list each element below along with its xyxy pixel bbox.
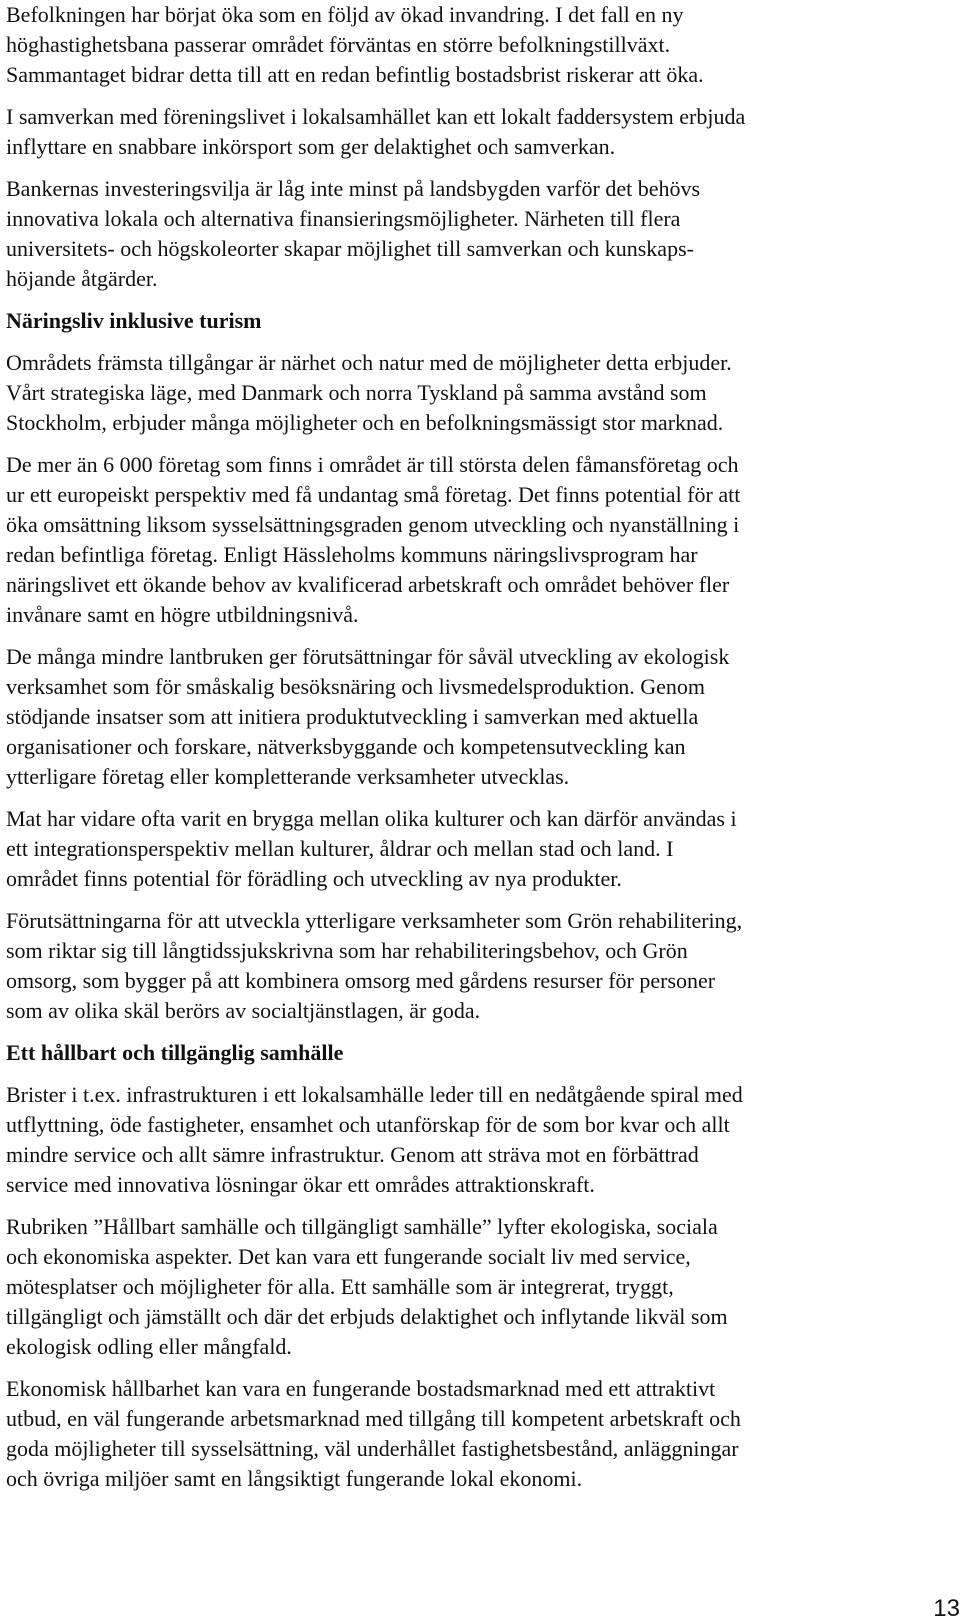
paragraph (6, 1212, 906, 1362)
text-line: området finns potential för förädling och utveckling av nya produkter. (6, 866, 622, 891)
page-number: 13 (933, 1595, 960, 1622)
text-line: Befolkningen har börjat öka som en följd av ökad invandring. I det fall en ny (6, 2, 684, 27)
text-line: utbud, en väl fungerande arbetsmarknad med tillgång till kompetent arbetskraft och (6, 1406, 741, 1431)
text-line: Områdets främsta tillgångar är närhet och natur med de möjligheter detta erbjuder. (6, 350, 732, 375)
text-line: mindre service och allt sämre infrastruktur. Genom att sträva mot en förbättrad (6, 1142, 699, 1167)
text-line: De mer än 6 000 företag som finns i området är till största delen fåmansföretag och (6, 452, 739, 477)
text-line: höghastighetsbana passerar området förväntas en större befolkningstillväxt. (6, 32, 671, 57)
text-line: Bankernas investeringsvilja är låg inte minst på landsbygden varför det behövs (6, 176, 701, 201)
text-line: Ekonomisk hållbarhet kan vara en fungerande bostadsmarknad med ett attraktivt (6, 1376, 716, 1401)
text-line: Rubriken ”Hållbart samhälle och tillgängligt samhälle” lyfter ekologiska, sociala (6, 1214, 718, 1239)
text-line: tillgängligt och jämställt och där det erbjuds delaktighet och inflytande likväl som (6, 1304, 728, 1329)
paragraph (6, 174, 906, 294)
text-line: Sammantaget bidrar detta till att en redan befintlig bostadsbrist riskerar att öka. (6, 62, 704, 87)
text-line: ur ett europeiskt perspektiv med få undantag små företag. Det finns potential för att (6, 482, 741, 507)
text-line: ett integrationsperspektiv mellan kulturer, åldrar och mellan stad och land. I (6, 836, 674, 861)
paragraph (6, 348, 906, 438)
text-line: universitets- och högskoleorter skapar möjlighet till samverkan och kunskaps- (6, 236, 694, 261)
text-line: Brister i t.ex. infrastrukturen i ett lokalsamhälle leder till en nedåtgående spiral med (6, 1082, 743, 1107)
section-heading: Näringsliv inklusive turism (6, 308, 262, 333)
text-line: organisationer och forskare, nätverksbyggande och kompetensutveckling kan (6, 734, 686, 759)
text-line: som riktar sig till långtidssjukskrivna som har rehabiliteringsbehov, och Grön (6, 938, 688, 963)
text-line: Stockholm, erbjuder många möjligheter och en befolkningsmässigt stor marknad. (6, 410, 724, 435)
text-line: verksamhet som för småskalig besöksnäring och livsmedelsproduktion. Genom (6, 674, 705, 699)
text-line: ekologisk odling eller mångfald. (6, 1334, 292, 1359)
text-line: De många mindre lantbruken ger förutsättningar för såväl utveckling av ekologisk (6, 644, 730, 669)
text-line: som av olika skäl berörs av socialtjänstlagen, är goda. (6, 998, 481, 1023)
paragraph (6, 1374, 906, 1494)
text-line: mötesplatser och möjligheter för alla. Ett samhälle som är integrerat, tryggt, (6, 1274, 674, 1299)
text-line: goda möjligheter till sysselsättning, väl underhållet fastighetsbestånd, anläggningar (6, 1436, 739, 1461)
text-line: ytterligare företag eller kompletterande verksamheter utvecklas. (6, 764, 570, 789)
text-line: inflyttare en snabbare inkörsport som ger delaktighet och samverkan. (6, 134, 616, 159)
paragraph (6, 642, 906, 792)
paragraph (6, 1080, 906, 1200)
paragraph (6, 906, 906, 1026)
paragraph (6, 450, 906, 630)
text-line: näringslivet ett ökande behov av kvalificerad arbetskraft och området behöver fler (6, 572, 730, 597)
text-line: redan befintliga företag. Enligt Hässleholms kommuns näringslivsprogram har (6, 542, 698, 567)
text-line: utflyttning, öde fastigheter, ensamhet och utanförskap för de som bor kvar och allt (6, 1112, 730, 1137)
paragraph (6, 804, 906, 894)
text-line: Förutsättningarna för att utveckla ytterligare verksamheter som Grön rehabilitering, (6, 908, 743, 933)
text-line: invånare samt en högre utbildningsnivå. (6, 602, 359, 627)
text-line: och övriga miljöer samt en långsiktigt fungerande lokal ekonomi. (6, 1466, 583, 1491)
text-line: innovativa lokala och alternativa finansieringsmöjligheter. Närheten till flera (6, 206, 681, 231)
text-line: öka omsättning liksom sysselsättningsgraden genom utveckling och nyanställning i (6, 512, 740, 537)
text-line: och ekonomiska aspekter. Det kan vara ett fungerande socialt liv med service, (6, 1244, 691, 1269)
text-line: Vårt strategiska läge, med Danmark och norra Tyskland på samma avstånd som (6, 380, 707, 405)
paragraph (6, 0, 906, 90)
text-line: service med innovativa lösningar ökar ett områdes attraktionskraft. (6, 1172, 595, 1197)
text-line: I samverkan med föreningslivet i lokalsamhället kan ett lokalt faddersystem erbjuda (6, 104, 746, 129)
paragraph (6, 102, 906, 162)
text-line: höjande åtgärder. (6, 266, 158, 291)
text-line: stödjande insatser som att initiera produktutveckling i samverkan med aktuella (6, 704, 699, 729)
section-heading: Ett hållbart och tillgänglig samhälle (6, 1040, 344, 1065)
text-line: Mat har vidare ofta varit en brygga mellan olika kulturer och kan därför användas i (6, 806, 737, 831)
text-line: omsorg, som bygger på att kombinera omsorg med gårdens resurser för personer (6, 968, 716, 993)
document-body (6, 0, 906, 1494)
